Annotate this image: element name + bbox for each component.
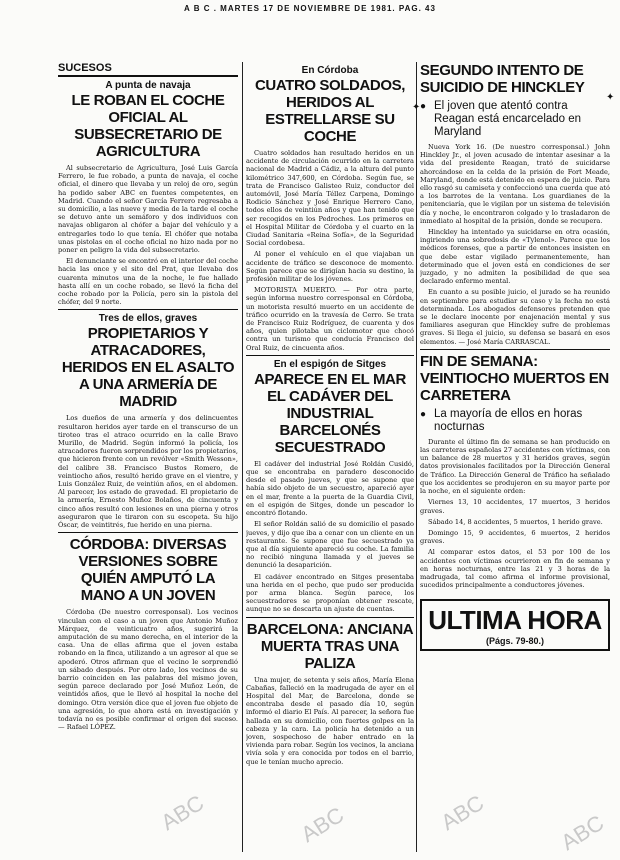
article-kicker: A punta de navaja (105, 80, 191, 91)
article-paragraph: Al comparar estos datos, el 53 por 100 de los accidentes con víctimas ocurrieron en fin de semana y en horas nocturnas, entre las 21 y 3 horas de la madrugada, tal como afirma el informe provisional, sucedidos principalmente a conductores jóvenes. (420, 548, 610, 590)
column-right (420, 62, 610, 651)
article-headline: APARECE EN EL MAR EL CADÁVER DEL INDUSTRIAL BARCELONÉS SECUESTRADO (254, 370, 406, 456)
article-paragraph: Domingo 15, 9 accidentes, 6 muertos, 2 heridos graves. (420, 528, 610, 546)
article-headline: CÓRDOBA: DIVERSAS VERSIONES SOBRE QUIÉN AMPUTÓ LA MANO A UN JOVEN (69, 536, 227, 605)
article-paragraph: El cadáver del industrial José Roldán Cusidó, que se encontraba en paradero desconocido desde el pasado jueves, y que se supone que había sido objeto de un secuestro, apareció ayer en el mar, frente a la puerta de la Guardia Civil, en el espigón de Sitges, donde un pescador lo encontró flotando. (246, 459, 414, 518)
star-icon: ✦ (412, 102, 421, 113)
article-paragraph: Nueva York 16. (De nuestro corresponsal.) John Hinckley Jr., el joven acusado de intentar asesinar a la vida del presidente Reagan, trató de suicidarse ahorcándose en la celda de la prisión de Fort Meade, Maryland, donde está detenido en espera de juicio. Para ello rasgó su camiseta y confeccionó una cuerda que ató a los barrotes de la ventana. Los guardianes de la penitenciaría, que le vigilan por un sistema de televisión día y noche, le encontraron colgado y lo trasladaron de inmediato al hospital de la prisión, donde se recupera. (420, 143, 610, 225)
ultima-hora-box (420, 599, 610, 651)
article-subhead: ● La mayoría de ellos en horas nocturnas (420, 408, 610, 434)
article-kicker: En el espigón de Sitges (273, 358, 387, 370)
watermark: ABC (436, 789, 489, 836)
divider (58, 532, 238, 533)
section-title: SUCESOS (58, 62, 238, 77)
article-paragraph: Viernes 13, 10 accidentes, 17 muertos, 3 heridos graves. (420, 498, 610, 515)
ultima-hora-pages: (Págs. 79-80.) (485, 636, 545, 647)
article-headline: SEGUNDO INTENTO DE SUICIDIO DE HINCKLEY (420, 62, 585, 96)
article-paragraph: Córdoba (De nuestro corresponsal). Los vecinos vinculan con el caso a un joven que Antonio Muñoz Márquez, de veinticuatro años, sugerirá la amputación de su mano derecha, en el interior de la casa. Una de ellas afirma que el joven estaba robando en la finca, utilizando a un agresor al que se apoderó. Otros afirman que el vecino le sorprendió un sábado después. Por otro lado, los vecinos de su barrio coinciden en las palabras del mismo joven, según parece declarado por José Muñoz León, de veintidós años, que le llevó al hospital la noche del domingo. Otra versión dice que el joven fue objeto de una agresión, lo que ahora está en investigación y todavía no es posible confirmar el origen del suceso. — Rafael LÓPEZ. (58, 608, 238, 732)
watermark: ABC (556, 809, 609, 856)
divider (58, 309, 238, 310)
article-paragraph: Una mujer, de setenta y seis años, María Elena Cabañas, falleció en la madrugada de ayer en el Hospital del Mar, de Barcelona, donde se encontraba desde el pasado día 10, según informó el diario El País. Al parecer, la señora fue hallada en su domicilio, con fuertes golpes en la cabeza y la cara. La policía ha detenido a un joven, sospechoso de haber entrado en la vivienda para robar. Según los vecinos, la anciana vivía sola y era conocida por todos en el barrio, que le tenían mucho aprecio. (246, 675, 414, 766)
article-paragraph: En cuanto a su posible juicio, el jurado se ha reunido en septiembre para estudiar su caso y la fecha no está determinada. Los abogados defensores pretenden que se le declare inocente por enajenación mental y sus familiares aseguran que Hinckley sufre de problemas graves. Si llega el juicio, su defensa se basará en esos elementos. — José María CARRASCAL. (420, 288, 610, 346)
divider (246, 355, 414, 356)
article-paragraph: Hinckley ha intentado ya suicidarse en otra ocasión, ingiriendo una sobredosis de «Tylenol». Parece que los médicos forenses, que a partir de entonces insisten en que debe estar vigilado permanentemente, han determinado que el joven está en condiciones de ser juzgado, y no admiten la posibilidad de que sea declarado enfermo mental. (420, 228, 610, 286)
watermark: ABC (296, 801, 349, 848)
article-paragraph: Los dueños de una armería y dos delincuentes resultaron heridos ayer tarde en el transcurso de un tiroteo tras el atraco ocurrido en la calle Bravo Murillo, de Madrid. Según informó la policía, los atracadores fueron sorprendidos por los propietarios, que hicieron frente con un revólver «Smith Wesson», del calibre 38. Francisco Bustos Romero, de veintiocho años, resultó herido grave en el vientre, y Luis González Ruiz, de veintiún años, en el abdomen. Al parecer, los estado de gravedad. El propietario de la armería, Ernesto Muñoz Bolaños, de cincuenta y cinco años resultó con lesiones en una pierna y otros aseguraron que le tiraron con su escopeta. Su hijo Óscar, de veintitrés, fue herido en una pierna. (58, 414, 238, 530)
article-paragraph: El cadáver encontrado en Sitges presentaba una herida en el pecho, que pudo ser producida por arma blanca. Según parece, los secuestradores se proponían obtener rescate, aunque no se descarta un ajuste de cuentas. (246, 572, 414, 614)
column-left (58, 62, 238, 734)
article-headline: LE ROBAN EL COCHE OFICIAL AL SUBSECRETARIO DE AGRICULTURA (71, 92, 225, 160)
column-divider (242, 62, 243, 852)
column-divider (416, 62, 417, 852)
divider (246, 617, 414, 618)
article-subhead: ● El joven que atentó contra Reagan está encarcelado en Maryland (420, 100, 610, 139)
article-paragraph: El denunciante se encontró en el interior del coche hacia las once y el sito del Prat, que llevaba dos cuarenta minutos una de la noche, le fue hallado hasta allí en un coche robado, se llevó la ficha del coche robado por la Policía, pero sin la pistola del chófer, del 9 norte. (58, 257, 238, 307)
star-icon: ✦ (606, 92, 615, 103)
article-paragraph: El señor Roldán salió de su domicilio el pasado jueves, y dijo que iba a cenar con un cliente en un restaurante. Se supone que fue secuestrado ya que al día siguiente apareció su coche. La familia no recibió ninguna llamada y el jueves se denunció la desaparición. (246, 520, 414, 570)
article-paragraph: MOTORISTA MUERTO. — Por otra parte, según informa nuestro corresponsal en Córdoba, un motorista resultó muerto en un accidente de tráfico ocurrido en la travesía de Cerro. Se trata de Francisco Ruiz Rodríguez, de cuarenta y dos años, quien pilotaba un ciclomotor que chocó contra un turismo que conducía Francisco del Oral Ruiz, de cincuenta años. (246, 286, 414, 352)
article-paragraph: Al poner el vehículo en el que viajaban un accidente de tráfico se desconoce de momento. Según parece que se dirigían hacia su destino, la profesión militar de los jóvenes. (246, 250, 414, 284)
article-paragraph: Cuatro soldados han resultado heridos en un accidente de circulación ocurrido en la carretera nacional de Madrid a Cádiz, a la altura del punto kilométrico 347,600, en Córdoba. Según fue, se trata de Francisco Galisteo Ruiz, conductor del automóvil, José María Téllez Carpena, Domingo Rodicio Sánchez y José Enrique Herrero Cano, todos ellos de veintiún años y que han tenido que ser recogidos en los Pedroches. Los primeros en el Hospital Militar de Córdoba y el cuarto en la Ciudad Sanitaria «Reina Sofía», de la Seguridad Social cordobesa. (246, 149, 414, 248)
article-paragraph: Sábado 14, 8 accidentes, 5 muertos, 1 herido grave. (428, 517, 603, 526)
article-headline: CUATRO SOLDADOS, HERIDOS AL ESTRELLARSE SU COCHE (255, 77, 405, 145)
article-kicker: En Córdoba (301, 65, 359, 76)
article-headline: BARCELONA: ANCIANA MUERTA TRAS UNA PALIZA (246, 620, 414, 672)
page-header: A B C . MARTES 17 DE NOVIEMBRE DE 1981. PAG. 43 (184, 4, 436, 13)
article-headline: FIN DE SEMANA: VEINTIOCHO MUERTOS EN CARRETERA (420, 352, 609, 404)
column-middle (246, 62, 414, 769)
ultima-hora-title: ULTIMA HORA (428, 605, 602, 636)
article-headline: PROPIETARIOS Y ATRACADORES, HERIDOS EN EL ASALTO A UNA ARMERÍA DE MADRID (61, 325, 235, 411)
watermark: ABC (156, 789, 209, 836)
article-paragraph: Al subsecretario de Agricultura, José Luis García Ferrero, le fue robado, a punta de navaja, el coche oficial, el dinero que llevaba y un reloj de oro, según ha podido saber ABC en fuentes competentes, en Madrid. Cuando el señor García Ferrero regresaba a su domicilio, a las nueve y media de la tarde el coche se detuvo ante un semáforo y dos individuos con navajas obligaron al chófer a bajar del vehículo y a entregarles todo lo que tenía. El chófer que notaba unas pistolas en el coche oficial no hizo nada por no poner en peligro la vida del subsecretario. (58, 164, 238, 255)
divider (420, 349, 610, 350)
article-kicker: Tres de ellos, graves (98, 313, 198, 325)
article-paragraph: Durante el último fin de semana se han producido en las carreteras españolas 27 accidentes con víctimas, con un balance de 28 muertos y 31 heridos graves, según datos provisionales facilitados por la Dirección General de Tráfico. La Dirección General de Tráfico ha señalado que los accidentes se produjeron en su mayor parte por la noche, en el siguiente orden: (420, 437, 610, 496)
